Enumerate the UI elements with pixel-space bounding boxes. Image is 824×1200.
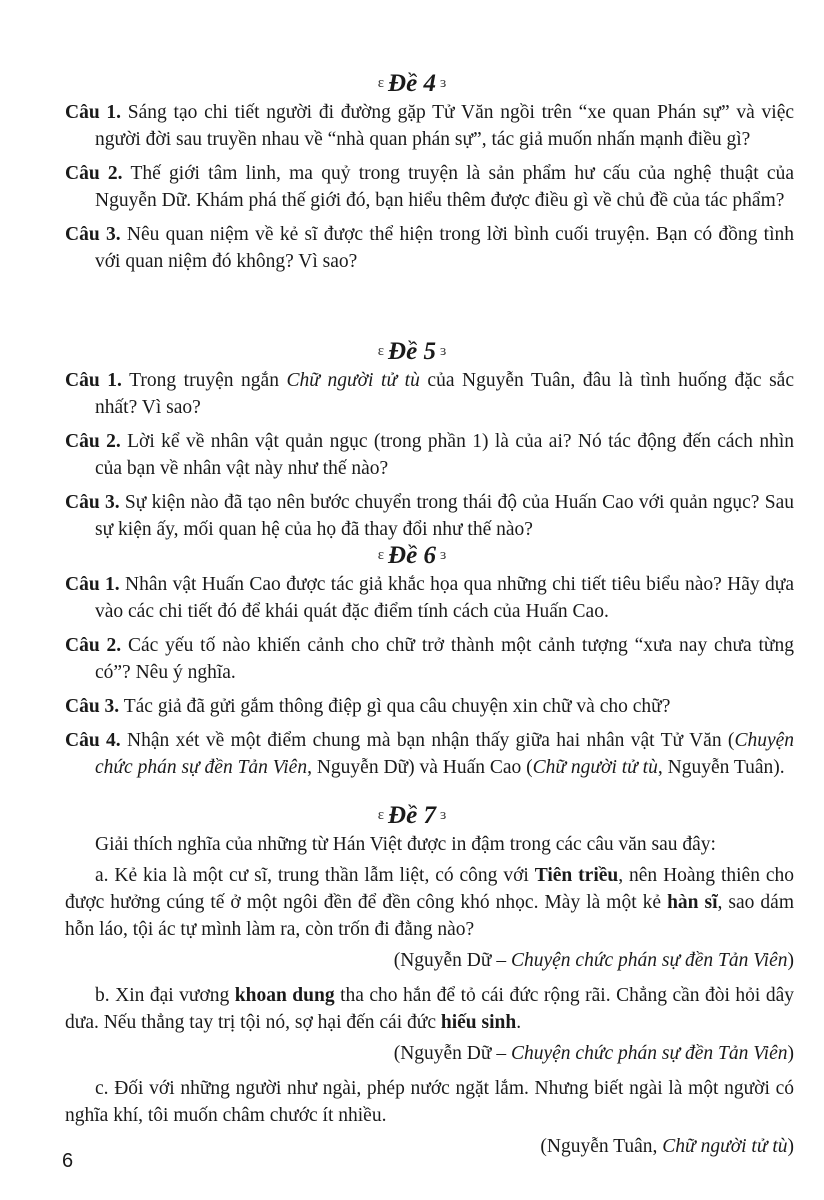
question: Câu 3. Nêu quan niệm về kẻ sĩ được thể hiện trong lời bình cuối truyện. Bạn có đồng tình với quan niệm đó không? Vì sao? <box>65 224 795 272</box>
page-number: 6 <box>62 1150 74 1172</box>
section-de-4 <box>0 68 824 282</box>
question: Câu 2. Lời kể về nhân vật quản ngục (trong phần 1) là của ai? Nó tác động đến cách nhìn của bạn về nhân vật này như thế nào? <box>65 431 794 479</box>
question: Câu 2. Thế giới tâm linh, ma quỷ trong truyện là sản phẩm hư cấu của nghệ thuật của Nguyễn Dữ. Khám phá thế giới đó, bạn hiểu thêm được điều gì về chủ đề của tác phẩm? <box>65 163 794 211</box>
section-heading: ɛ Đề 4 ɜ <box>377 70 447 97</box>
excerpt-a: a. Kẻ kia là một cư sĩ, trung thần lẫm liệt, có công với Tiên triều, nên Hoàng thiên cho được hưởng cúng tế ở một ngôi đền để đền công khó nhọc. Mày là một kẻ hàn sĩ, sao dám hỗn láo, tội ác tự mình làm ra, còn trốn đi đằng nào? <box>65 865 794 940</box>
question: Câu 1. Nhân vật Huấn Cao được tác giả khắc họa qua những chi tiết tiêu biểu nào? Hãy dựa vào các chi tiết đó để khái quát đặc điểm tính cách của Huấn Cao. <box>65 574 794 622</box>
question: Câu 3. Tác giả đã gửi gắm thông điệp gì qua câu chuyện xin chữ và cho chữ? <box>65 696 671 717</box>
section-heading: ɛ Đề 6 ɜ <box>377 542 447 569</box>
ornament-left-icon: ɛ <box>377 75 385 91</box>
question: Câu 4. Nhận xét về một điểm chung mà bạn nhận thấy giữa hai nhân vật Tử Văn (Chuyện chức phán sự đền Tản Viên, Nguyễn Dữ) và Huấn Cao (Chữ người tử tù, Nguyễn Tuân). <box>65 730 795 778</box>
ornament-left-icon: ɛ <box>377 343 385 359</box>
question: Câu 2. Các yếu tố nào khiến cảnh cho chữ trở thành một cảnh tượng “xưa nay chưa từng có”? Nêu ý nghĩa. <box>65 635 795 683</box>
ornament-right-icon: ɜ <box>439 343 447 359</box>
instruction: Giải thích nghĩa của những từ Hán Việt được in đậm trong các câu văn sau đây: <box>95 834 716 855</box>
section-heading: ɛ Đề 5 ɜ <box>377 338 447 365</box>
question: Câu 1. Trong truyện ngắn Chữ người tử tù của Nguyễn Tuân, đâu là tình huống đặc sắc nhất? Vì sao? <box>65 370 794 418</box>
ornament-left-icon: ɛ <box>377 547 385 563</box>
ornament-right-icon: ɜ <box>439 547 447 563</box>
excerpt-b: b. Xin đại vương khoan dung tha cho hắn để tỏ cái đức rộng rãi. Chẳng cần đòi hỏi dây dưa. Nếu thẳng tay trị tội nó, sợ hại đến cái đức hiếu sinh. <box>65 985 794 1033</box>
question: Câu 3. Sự kiện nào đã tạo nên bước chuyển trong thái độ của Huấn Cao với quản ngục? Sau sự kiện ấy, mối quan hệ của họ đã thay đổi như thế nào? <box>65 492 794 540</box>
excerpt-b-source: (Nguyễn Dữ – Chuyện chức phán sự đền Tản Viên) <box>393 1043 794 1064</box>
section-de-7 <box>0 800 824 1168</box>
ornament-right-icon: ɜ <box>439 75 447 91</box>
excerpt-c-source: (Nguyễn Tuân, Chữ người tử tù) <box>540 1136 794 1157</box>
excerpt-a-source: (Nguyễn Dữ – Chuyện chức phán sự đền Tản Viên) <box>393 950 794 971</box>
excerpt-c: c. Đối với những người như ngài, phép nước ngặt lắm. Nhưng biết ngài là một người có nghĩa khí, tôi muốn châm chước ít nhiều. <box>65 1078 794 1126</box>
section-de-5 <box>0 336 824 550</box>
section-de-6 <box>0 540 824 788</box>
section-heading: ɛ Đề 7 ɜ <box>377 802 447 829</box>
question: Câu 1. Sáng tạo chi tiết người đi đường gặp Tử Văn ngồi trên “xe quan Phán sự” và việc người đời sau truyền nhau về “nhà quan phán sự”, tác giả muốn nhấn mạnh điều gì? <box>65 102 795 150</box>
ornament-right-icon: ɜ <box>439 807 447 823</box>
ornament-left-icon: ɛ <box>377 807 385 823</box>
